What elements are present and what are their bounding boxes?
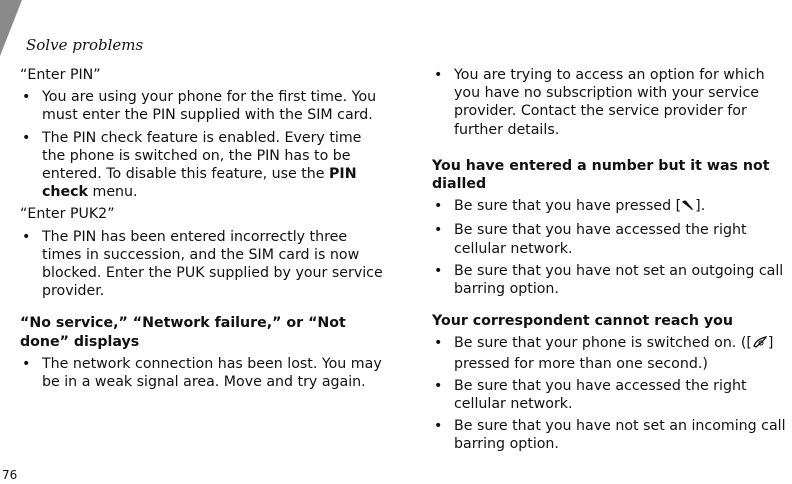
bullet: • [22,228,31,245]
bullet: • [434,67,443,83]
list-item [20,129,388,202]
bullet: • [22,129,31,146]
no-service-list [20,355,388,391]
no-service-heading: “No service,” “Network failure,” or “Not done” displays [20,315,346,350]
list-item [432,221,792,257]
page-number: 76 [2,468,18,482]
list-item [432,377,792,413]
list-item-text: Be sure that you have pressed [ [454,198,682,215]
header-bar-decoration [0,0,22,56]
bullet: • [434,198,443,215]
enter-pin-label: “Enter PIN” [20,67,101,83]
list-item [432,66,792,139]
page-title: Solve problems [26,36,144,54]
enter-pin-list [20,88,388,201]
list-item-text: The PIN check feature is enabled. Every time the phone is switched on, the PIN has to be entered. To disable this feature, use the [42,129,362,183]
bullet: • [434,418,443,435]
option-list [432,66,792,139]
list-item [432,417,792,453]
bullet: • [434,262,443,279]
list-item-text: ] pressed for more than one second.) [454,335,774,372]
list-item [432,262,792,298]
bullet: • [22,355,31,372]
bullet: • [22,89,31,106]
power-end-key-icon [752,335,768,354]
list-item-text: Be sure that you have not set an outgoing call barring option. [454,262,784,298]
list-item [432,197,792,217]
list-item-text: Be sure that your phone is switched on. ([ [454,335,752,352]
list-item-text: menu. [87,184,138,201]
bullet: • [434,377,443,394]
list-item-text: Be sure that you have accessed the right cellular network. [454,222,747,257]
list-item [432,334,792,372]
list-item-text: You are trying to access an option for which you have no subscription with your service provider. Contact the service provider for further details. [454,67,765,138]
bullet: • [434,335,443,352]
menu-name: PIN check [42,166,357,201]
not-dialled-list [432,197,792,298]
list-item-text: The network connection has been lost. You may be in a weak signal area. Move and try again. [42,355,382,391]
list-item-text: You are using your phone for the first time. You must enter the PIN supplied with the SIM card. [42,89,377,124]
enter-puk-list [20,228,388,301]
not-dialled-heading: You have entered a number but it was not dialled [432,157,770,193]
list-item-text: Be sure that you have accessed the right cellular network. [454,377,747,413]
list-item [20,355,388,391]
right-column [432,66,792,458]
enter-puk-label: “Enter PUK2” [20,206,115,223]
cannot-reach-list [432,334,792,453]
list-item-text: Be sure that you have not set an incoming call barring option. [454,418,786,453]
cannot-reach-heading: Your correspondent cannot reach you [432,313,733,330]
send-key-icon [681,198,695,217]
list-item [20,88,388,124]
bullet: • [434,222,443,239]
list-item-text: ]. [695,198,706,215]
list-item-text: The PIN has been entered incorrectly three times in succession, and the SIM card is now blocked. Enter the PUK supplied by your service provider. [42,228,383,300]
list-item [20,228,388,301]
left-column [20,66,388,395]
